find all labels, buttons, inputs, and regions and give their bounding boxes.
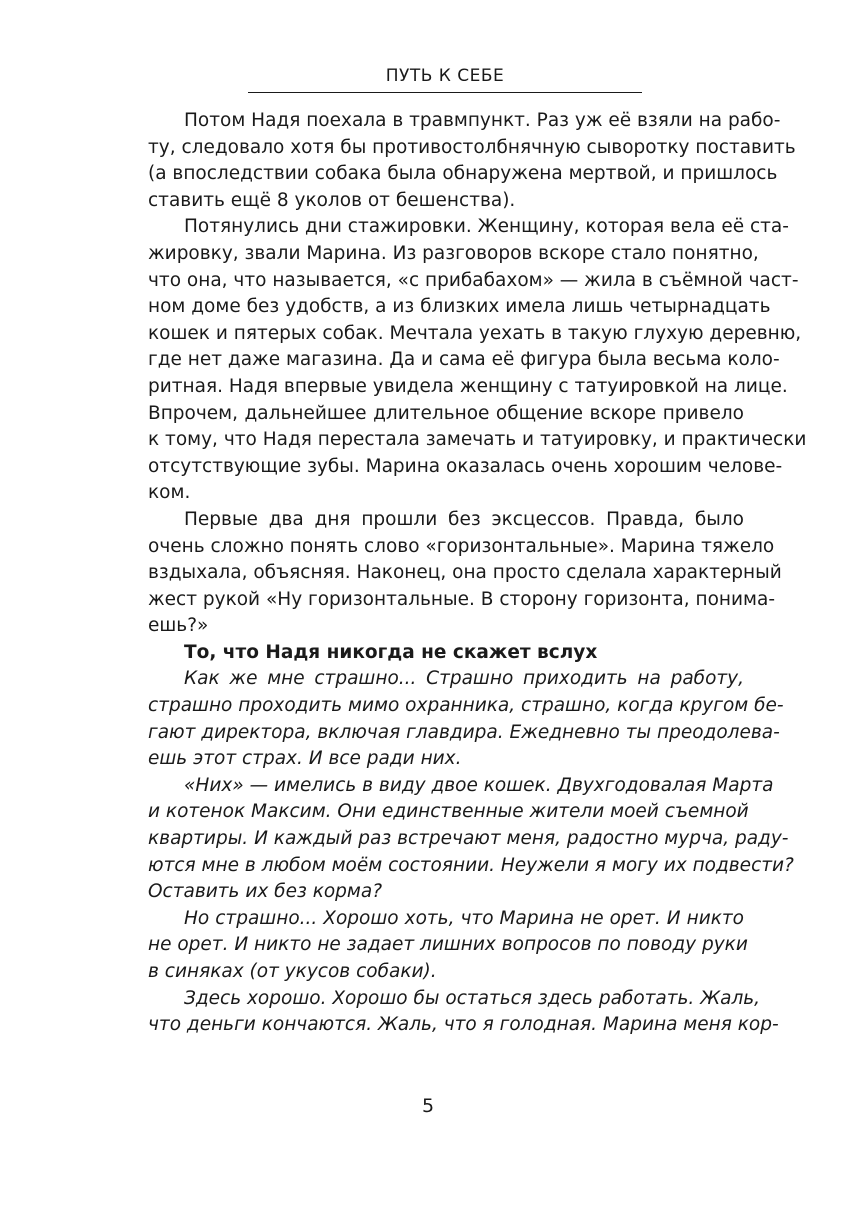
text-line: жировку, звали Марина. Из разговоров вскоре стало понятно, bbox=[148, 242, 759, 264]
text-line: кошек и пятерых собак. Мечтала уехать в такую глухую деревню, bbox=[148, 322, 802, 344]
text-line: гают директора, включая главдира. Ежедневно ты преодолева- bbox=[148, 721, 780, 743]
text-line: Потянулись дни стажировки. Женщину, которая вела её ста- bbox=[184, 216, 789, 238]
text-line: отсутствующие зубы. Марина оказалась очень хорошим челове- bbox=[148, 455, 783, 477]
text-line: ешь этот страх. И все ради них. bbox=[148, 748, 462, 770]
text-line: ритная. Надя впервые увидела женщину с татуировкой на лице. bbox=[148, 375, 788, 397]
header-rule bbox=[248, 92, 642, 93]
text-line: ту, следовало хотя бы противостолбнячную сыворотку поставить bbox=[148, 136, 796, 158]
text-line: ются мне в любом моём состоянии. Неужели я могу их подвести? bbox=[148, 854, 794, 876]
text-line: ешь?» bbox=[148, 615, 209, 637]
text-line: Оставить их без корма? bbox=[148, 881, 383, 903]
text-line: и котенок Максим. Они единственные жители моей съемной bbox=[148, 801, 749, 823]
section-heading: То, что Надя никогда не скажет вслух bbox=[184, 641, 598, 663]
text-line: квартиры. И каждый раз встречают меня, радостно мурча, раду- bbox=[148, 828, 789, 850]
text-line: жест рукой «Ну горизонтальные. В сторону горизонта, понима- bbox=[148, 588, 776, 610]
text-line: Но страшно... Хорошо хоть, что Марина не орет. И никто bbox=[184, 907, 744, 929]
text-line: страшно проходить мимо охранника, страшно, когда кругом бе- bbox=[148, 695, 784, 717]
text-line: (а впоследствии собака была обнаружена мертвой, и пришлось bbox=[148, 163, 778, 185]
text-line: ном доме без удобств, а из близких имела лишь четырнадцать bbox=[148, 296, 771, 318]
body-text bbox=[148, 108, 807, 1039]
text-line: Как же мне страшно... Страшно приходить на работу, bbox=[184, 668, 744, 690]
text-line: что она, что называется, «с прибабахом» — жила в съёмной част- bbox=[148, 269, 799, 291]
text-line: вздыхала, объясняя. Наконец, она просто сделала характерный bbox=[148, 562, 782, 584]
text-line: Потом Надя поехала в травмпункт. Раз уж её взяли на рабо- bbox=[184, 110, 781, 131]
page-number: 5 bbox=[421, 1095, 435, 1117]
text-line: в синяках (от укусов собаки). bbox=[148, 961, 437, 982]
text-line: Первые два дня прошли без эксцессов. Правда, было bbox=[184, 508, 744, 530]
text-line: Впрочем, дальнейшее длительное общение вскоре привело bbox=[148, 402, 744, 424]
text-line: не орет. И никто не задает лишних вопросов по поводу руки bbox=[148, 934, 748, 956]
text-line: к тому, что Надя перестала замечать и татуировку, и практически bbox=[148, 429, 807, 451]
text-line: где нет даже магазина. Да и сама её фигура была весьма коло- bbox=[148, 349, 780, 371]
text-line: ставить ещё 8 уколов от бешенства). bbox=[148, 189, 516, 211]
text-line: что деньги кончаются. Жаль, что я голодная. Марина меня кор- bbox=[148, 1014, 779, 1036]
text-line: Здесь хорошо. Хорошо бы остаться здесь работать. Жаль, bbox=[184, 987, 761, 1009]
running-head: ПУТЬ К СЕБЕ bbox=[385, 66, 505, 86]
text-line: «Них» — имелись в виду двое кошек. Двухгодовалая Марта bbox=[184, 774, 774, 796]
text-line: очень сложно понять слово «горизонтальные». Марина тяжело bbox=[148, 535, 775, 557]
text-line: ком. bbox=[148, 482, 191, 504]
